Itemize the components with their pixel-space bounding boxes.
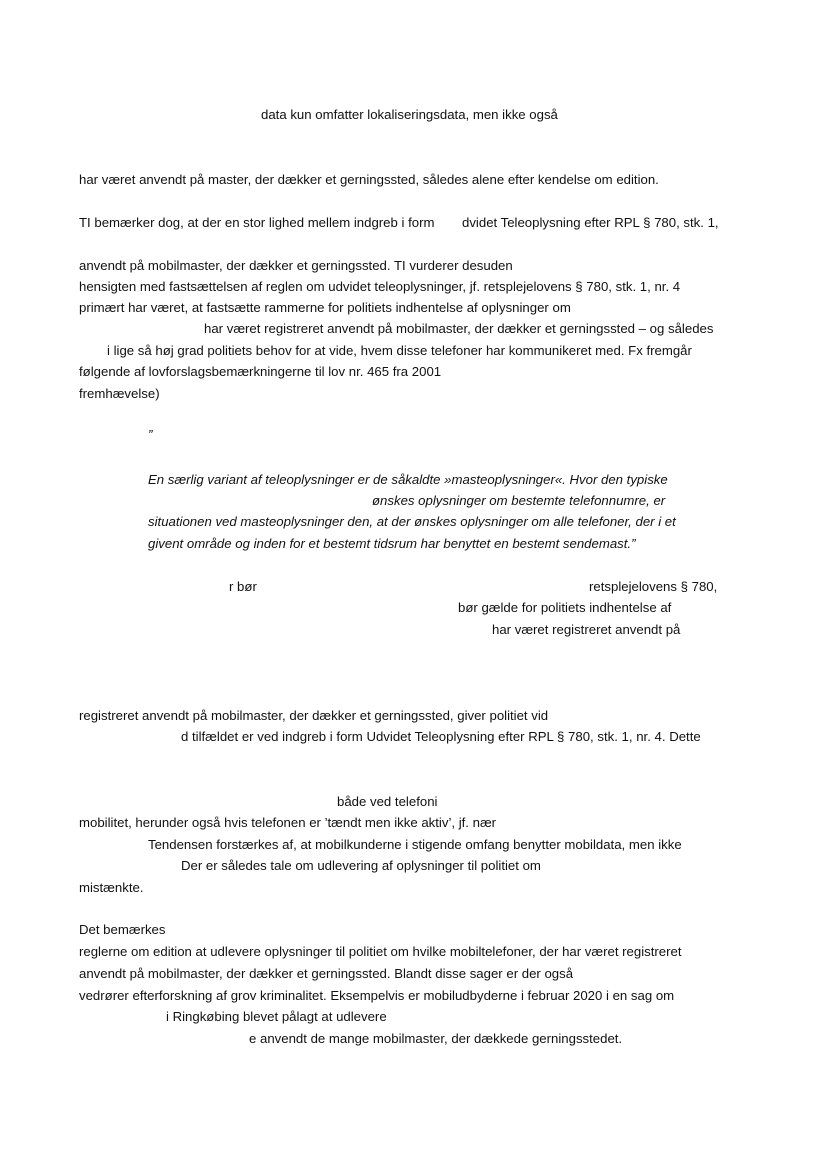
text-line: Der er således tale om udlevering af oplysninger til politiet om [181, 858, 541, 873]
text-line: har været registreret anvendt på [492, 622, 681, 637]
text-line: hensigten med fastsættelsen af reglen om udvidet teleoplysninger, jf. retsplejelovens § 780, stk. 1, nr. 4 [79, 279, 681, 294]
text-line: Tendensen forstærkes af, at mobilkunderne i stigende omfang benytter mobildata, men ikke [148, 837, 682, 852]
text-line: følgende af lovforslagsbemærkningerne til lov nr. 465 fra 2001 [79, 364, 442, 379]
text-line: i Ringkøbing blevet pålagt at udlevere [166, 1009, 387, 1024]
quote-line: givent område og inden for et bestemt tidsrum har benyttet en bestemt sendemast.” [148, 536, 636, 551]
text-line: i lige så høj grad politiets behov for at vide, hvem disse telefoner har kommunikeret med. Fx fremgår [107, 343, 692, 358]
quote-line: situationen ved masteoplysninger den, at der ønskes oplysninger om alle telefoner, der i et [148, 514, 676, 529]
text-line: har været registreret anvendt på mobilmaster, der dækker et gerningssted – og således [204, 321, 714, 336]
quote-mark: ” [148, 427, 153, 442]
text-line: fremhævelse) [79, 386, 160, 401]
text-line: primært har været, at fastsætte rammerne for politiets indhentelse af oplysninger om [79, 300, 571, 315]
text-line: reglerne om edition at udlevere oplysninger til politiet om hvilke mobiltelefoner, der har været registreret [79, 944, 682, 959]
text-line: retsplejelovens § 780, [589, 579, 718, 594]
text-line: d tilfældet er ved indgreb i form Udvidet Teleoplysning efter RPL § 780, stk. 1, nr. 4. Dette [181, 729, 701, 744]
text-line: mistænkte. [79, 880, 144, 895]
text-line: mobilitet, herunder også hvis telefonen er ’tændt men ikke aktiv’, jf. nær [79, 815, 497, 830]
text-line: både ved telefoni [337, 794, 438, 809]
text-line: vedrører efterforskning af grov kriminalitet. Eksempelvis er mobiludbyderne i februar 2020 i en sag om [79, 988, 675, 1003]
quote-line: En særlig variant af teleoplysninger er de såkaldte »masteoplysninger«. Hvor den typiske [148, 472, 668, 487]
text-line: dvidet Teleoplysning efter RPL § 780, stk. 1, [462, 215, 719, 230]
text-line: e anvendt de mange mobilmaster, der dækkede gerningsstedet. [249, 1031, 623, 1046]
text-line: r bør [229, 579, 257, 594]
text-line: anvendt på mobilmaster, der dækker et gerningssted. Blandt disse sager er der også [79, 966, 574, 981]
text-line: Det bemærkes [79, 922, 166, 937]
text-line: bør gælde for politiets indhentelse af [458, 600, 672, 615]
quote-line: ønskes oplysninger om bestemte telefonnumre, er [372, 493, 666, 508]
text-line: anvendt på mobilmaster, der dækker et gerningssted. TI vurderer desuden [79, 258, 513, 273]
text-line: TI bemærker dog, at der en stor lighed mellem indgreb i form [79, 215, 435, 230]
text-line: registreret anvendt på mobilmaster, der dækker et gerningssted, giver politiet vid [79, 708, 549, 723]
text-line: data kun omfatter lokaliseringsdata, men ikke også [261, 107, 558, 122]
text-line: har været anvendt på master, der dækker et gerningssted, således alene efter kendelse om edition. [79, 172, 659, 187]
